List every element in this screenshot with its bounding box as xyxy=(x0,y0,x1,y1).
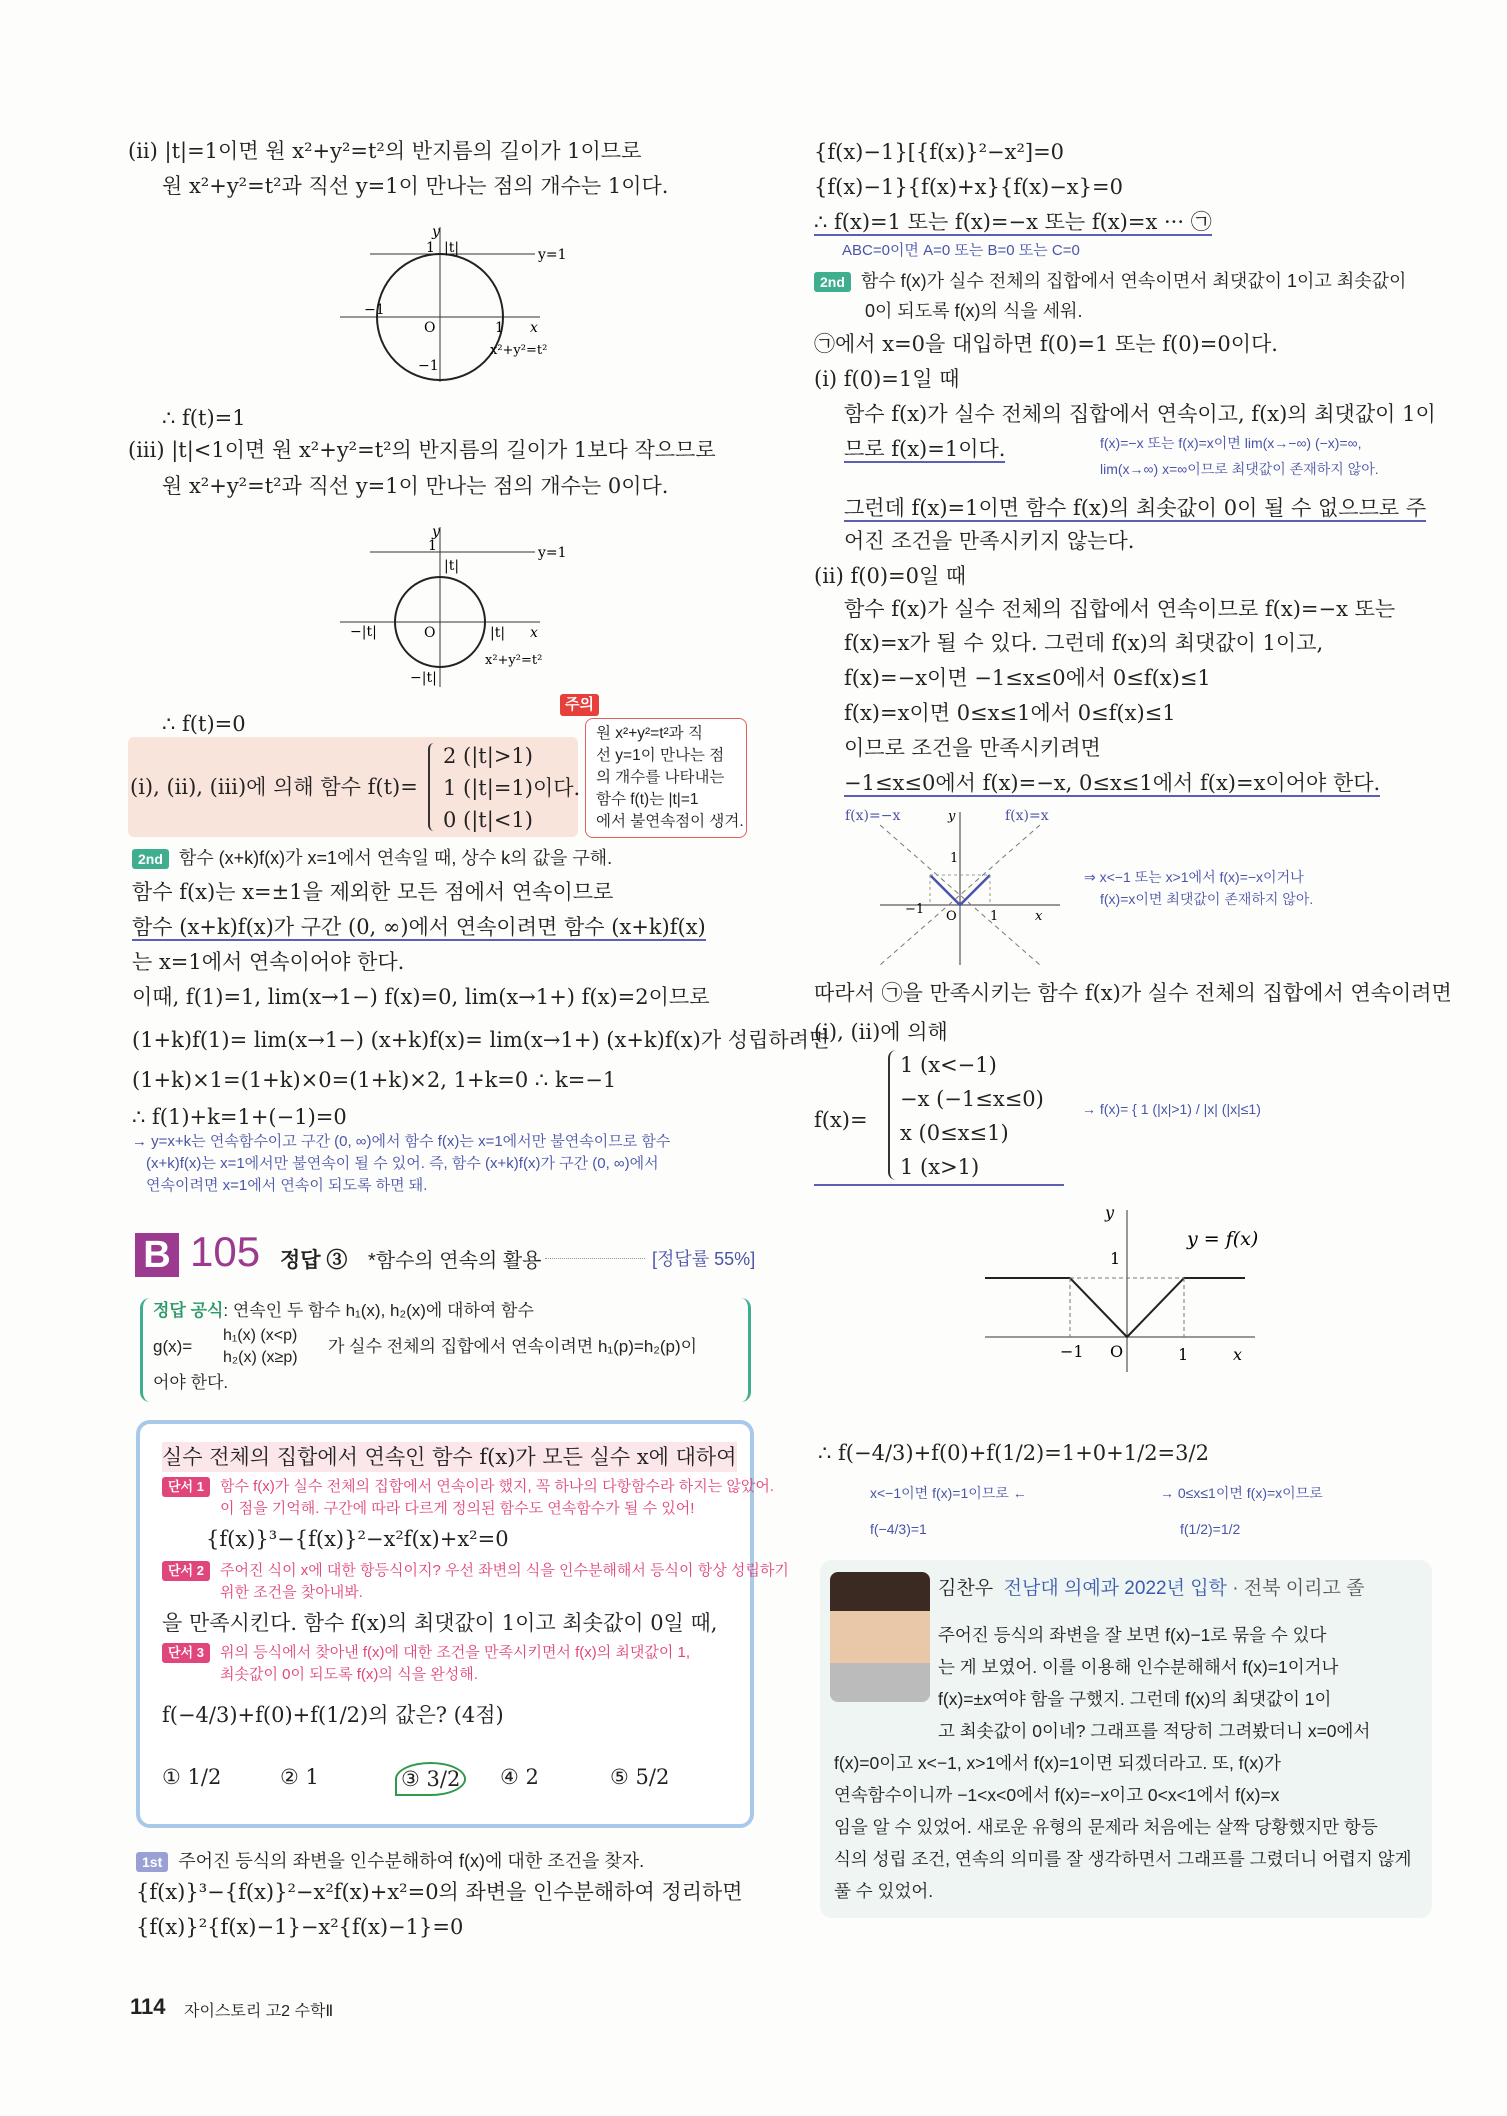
topic-label: *함수의 연속의 활용 xyxy=(368,1250,542,1272)
circle-label: x²+y²=t² xyxy=(485,653,543,668)
tick-label: −1 xyxy=(1060,1342,1084,1361)
step1-heading: 1st 주어진 등식의 좌변을 인수분해하여 f(x)에 대한 조건을 찾자. xyxy=(136,1846,644,1876)
warning-line: 선 y=1이 만나는 점 xyxy=(596,747,725,764)
axis-y-label: y xyxy=(948,809,956,824)
step-title: 함수 (x+k)f(x)가 x=1에서 연속일 때, 상수 k의 값을 구해. xyxy=(178,848,613,868)
side-note: → f(x)= { 1 (|x|>1) / |x| (|x|≤1) xyxy=(1082,1101,1261,1117)
warning-line: 함수 f(t)는 |t|=1 xyxy=(596,791,699,808)
circle-graph-inside xyxy=(340,522,640,692)
step-tag: 2nd xyxy=(132,849,169,869)
tick-label: −1 xyxy=(418,358,439,374)
axis-x-label: x xyxy=(530,320,538,336)
choice-2[interactable]: ② 1 xyxy=(280,1765,319,1789)
summary-box xyxy=(128,737,581,837)
hint1: 단서 1 함수 f(x)가 실수 전체의 집합에서 연속이라 했지, 꼭 하나의 다항함수라 하지는 않았어. xyxy=(162,1476,774,1498)
testimonial-header: 김찬우 전남대 의예과 2022년 입학 · 전북 이리고 졸 xyxy=(938,1578,1365,1599)
solution-line: 따라서 ㉠을 만족시키는 함수 f(x)가 실수 전체의 집합에서 연속이려면 xyxy=(814,981,1452,1005)
piecewise-prefix: f(x)= xyxy=(814,1108,868,1132)
testimonial-line: f(x)=0이고 x<−1, x>1에서 f(x)=1이면 되겠더라고. 또, f(x)가 xyxy=(834,1753,1281,1773)
formula-line2: 가 실수 전체의 집합에서 연속이려면 h₁(p)=h₂(p)이 xyxy=(328,1337,698,1356)
formula-case: h₁(x) (x<p) xyxy=(223,1327,298,1344)
summary-prefix: (i), (ii), (iii)에 의해 함수 f(t)= xyxy=(130,775,418,799)
student-testimonial xyxy=(820,1560,1432,1918)
tick-label: 1 xyxy=(426,240,435,256)
solution-line: f(x)=−x이면 −1≤x≤0에서 0≤f(x)≤1 xyxy=(844,666,1211,690)
origin-label: O xyxy=(1110,1342,1124,1361)
tick-label: −1 xyxy=(364,302,385,318)
solution-line: 이므로 조건을 만족시키려면 xyxy=(844,736,1101,760)
side-note: (x+k)f(x)는 x=1에서만 불연속이 될 수 있어. 즉, 함수 (x+k)f(x)가 구간 (0, ∞)에서 xyxy=(146,1155,659,1172)
problem-text: 을 만족시킨다. 함수 f(x)의 최댓값이 1이고 최솟값이 0일 때, xyxy=(162,1611,718,1635)
axis-x-label: x xyxy=(1035,909,1043,924)
testimonial-line: 식의 성립 조건, 연속의 의미를 잘 생각하면서 그래프를 그렸더니 어렵지 않게 xyxy=(834,1849,1412,1869)
level-badge: B xyxy=(135,1233,179,1277)
solution-line: ∴ f(1)+k=1+(−1)=0 xyxy=(132,1105,347,1129)
formula-case: h₂(x) (x≥p) xyxy=(223,1349,298,1366)
step2-heading xyxy=(132,843,612,873)
line-label: y=1 xyxy=(538,247,567,263)
piecewise-case: 1 (x<−1) xyxy=(900,1053,997,1077)
case-heading: (ii) f(0)=0일 때 xyxy=(814,564,967,588)
warning-label: 주의 xyxy=(560,694,599,716)
solution-line: (1+k)f(1)= lim(x→1−) (x+k)f(x)= lim(x→1+) (x+k)f(x)가 성립하려면 xyxy=(132,1028,830,1052)
testimonial-line: 풀 수 있었어. xyxy=(834,1881,934,1901)
side-note: lim(x→∞) x=∞이므로 최댓값이 존재하지 않아. xyxy=(1100,461,1379,477)
graph-y-equals-f-x xyxy=(965,1200,1275,1375)
tick-label: −1 xyxy=(905,902,925,917)
axis-y-label: y xyxy=(432,524,440,540)
solution-line: 함수 (x+k)f(x)가 구간 (0, ∞)에서 연속이려면 함수 (x+k)f(x) xyxy=(132,915,706,939)
warning-line: 의 개수를 나타내는 xyxy=(596,769,725,786)
hint2: 단서 2 주어진 식이 x에 대한 항등식이지? 우선 좌변의 식을 인수분해해서 등식이 항상 성립하기 xyxy=(162,1560,789,1582)
tick-label: 1 xyxy=(950,851,959,866)
testimonial-line: 는 게 보였어. 이를 이용해 인수분해해서 f(x)=1이거나 xyxy=(938,1657,1339,1677)
hint3: 단서 3 위의 등식에서 찾아낸 f(x)에 대한 조건을 만족시키면서 f(x)의 최댓값이 1, xyxy=(162,1642,690,1664)
solution-line: {f(x)}³−{f(x)}²−x²f(x)+x²=0의 좌변을 인수분해하여 정리하면 xyxy=(136,1880,743,1904)
formula-g: g(x)= xyxy=(153,1337,193,1356)
brace xyxy=(428,743,440,831)
side-note: 연속이려면 x=1에서 연속이 되도록 하면 돼. xyxy=(146,1177,428,1194)
warning-callout xyxy=(585,718,747,838)
case-iii-line2: 원 x²+y²=t²과 직선 y=1이 만나는 점의 개수는 0이다. xyxy=(162,474,669,498)
choice-5[interactable]: ⑤ 5/2 xyxy=(610,1765,670,1789)
piecewise-case: −x (−1≤x≤0) xyxy=(900,1087,1044,1111)
solution-line: f(x)=x가 될 수 있다. 그런데 f(x)의 최댓값이 1이고, xyxy=(844,631,1324,655)
page-number: 114 xyxy=(130,1994,166,2019)
warning-line: 에서 불연속점이 생겨. xyxy=(596,813,744,830)
testimonial-line: f(x)=±x여야 함을 구했지. 그런데 f(x)의 최댓값이 1이 xyxy=(938,1689,1332,1709)
step-title: 0이 되도록 f(x)의 식을 세워. xyxy=(865,301,1083,321)
side-note: ABC=0이면 A=0 또는 B=0 또는 C=0 xyxy=(842,242,1080,259)
axis-y-label: y xyxy=(1105,1203,1115,1222)
case-iii-result: ∴ f(t)=0 xyxy=(162,712,246,736)
final-answer-line: ∴ f(−4/3)+f(0)+f(1/2)=1+0+1/2=3/2 xyxy=(818,1441,1209,1465)
tick-label: 1 xyxy=(990,909,999,924)
solution-line: {f(x)−1}{f(x)+x}{f(x)−x}=0 xyxy=(814,175,1123,199)
problem-text: 실수 전체의 집합에서 연속인 함수 f(x)가 모든 실수 x에 대하여 xyxy=(162,1442,737,1472)
case-ii-result: ∴ f(t)=1 xyxy=(162,406,246,430)
solution-line: 함수 f(x)는 x=±1을 제외한 모든 점에서 연속이므로 xyxy=(132,880,614,904)
solution-line: 함수 f(x)가 실수 전체의 집합에서 연속이고, f(x)의 최댓값이 1이 xyxy=(844,402,1436,426)
axis-x-label: x xyxy=(530,625,538,641)
formula-box xyxy=(140,1298,751,1402)
origin-label: O xyxy=(424,625,436,641)
solution-line: 는 x=1에서 연속이어야 한다. xyxy=(132,950,405,974)
book-title: 자이스토리 고2 수학Ⅱ xyxy=(184,2003,334,2020)
solution-line: ∴ f(x)=1 또는 f(x)=−x 또는 f(x)=x ··· ㉠ xyxy=(814,210,1212,234)
tick-label: −|t| xyxy=(350,624,377,640)
correct-rate: [정답률 55%] xyxy=(652,1249,756,1269)
solution-line: 므로 f(x)=1이다. xyxy=(844,437,1006,461)
problem-box xyxy=(136,1420,789,1828)
piecewise-case: 1 (x>1) xyxy=(900,1155,980,1179)
solution-line: 이때, f(1)=1, lim(x→1−) f(x)=0, lim(x→1+) f(x)=2이므로 xyxy=(132,985,710,1009)
summary-case: 2 (|t|>1) xyxy=(443,744,533,768)
summary-case: 0 (|t|<1) xyxy=(443,808,533,832)
tick-label: 1 xyxy=(428,538,437,554)
problem-number: 105 xyxy=(190,1228,261,1275)
tick-label: 1 xyxy=(1178,1345,1189,1364)
hint3-line2: 최솟값이 0이 되도록 f(x)의 식을 완성해. xyxy=(220,1666,478,1683)
problem-question: f(−4/3)+f(0)+f(1/2)의 값은? (4점) xyxy=(162,1703,504,1727)
underline xyxy=(814,1184,1064,1186)
axis-x-label: x xyxy=(1233,1345,1243,1364)
case-ii-line1: (ii) |t|=1이면 원 x²+y²=t²의 반지름의 길이가 1이므로 xyxy=(128,139,642,163)
testimonial-line: 임을 알 수 있었어. 새로운 유형의 문제라 처음에는 살짝 당황했지만 항등 xyxy=(834,1817,1378,1837)
line-label: f(x)=−x xyxy=(845,808,901,824)
formula-line1: 정답 공식: 연속인 두 함수 h₁(x), h₂(x)에 대하여 함수 xyxy=(153,1301,534,1320)
solution-line: ㉠에서 x=0을 대입하면 f(0)=1 또는 f(0)=0이다. xyxy=(814,332,1278,356)
testimonial-line: 고 최솟값이 0이네? 그래프를 적당히 그려봤더니 x=0에서 xyxy=(938,1721,1371,1741)
circle-graph-tangent xyxy=(340,222,640,387)
line-label: f(x)=x xyxy=(1005,808,1049,824)
testimonial-line: 주어진 등식의 좌변을 잘 보면 f(x)−1로 묶을 수 있다 xyxy=(938,1625,1327,1645)
hint2-line2: 위한 조건을 찾아내봐. xyxy=(220,1584,363,1601)
origin-label: O xyxy=(946,909,957,924)
tick-label: |t| xyxy=(490,625,506,641)
circle-label: x²+y²=t² xyxy=(490,343,548,358)
side-note: → y=x+k는 연속함수이고 구간 (0, ∞)에서 함수 f(x)는 x=1에서만 불연속이므로 함수 xyxy=(132,1133,671,1150)
choice-4[interactable]: ④ 2 xyxy=(500,1765,539,1789)
case-iii-line1: (iii) |t|<1이면 원 x²+y²=t²의 반지름의 길이가 1보다 작으므로 xyxy=(128,438,716,462)
side-note: f(−4/3)=1 xyxy=(870,1521,927,1537)
tick-label: 1 xyxy=(495,320,504,336)
solution-line: (1+k)×1=(1+k)×0=(1+k)×2, 1+k=0 ∴ k=−1 xyxy=(132,1068,617,1092)
warning-line: 원 x²+y²=t²과 직 xyxy=(596,725,703,742)
origin-label: O xyxy=(424,320,436,336)
student-photo xyxy=(830,1572,930,1702)
side-note: f(1/2)=1/2 xyxy=(1180,1521,1241,1537)
solution-line: 그런데 f(x)=1이면 함수 f(x)의 최솟값이 0이 될 수 없으므로 주 xyxy=(844,496,1427,520)
tick-label: 1 xyxy=(1110,1249,1121,1268)
hint1-line2: 이 점을 기억해. 구간에 따라 다르게 정의된 함수도 연속함수가 될 수 있어! xyxy=(220,1500,695,1517)
side-note: ⇒ x<−1 또는 x>1에서 f(x)=−x이거나 xyxy=(1084,869,1304,885)
solution-line: 어진 조건을 만족시키지 않는다. xyxy=(844,529,1135,553)
graph-title: y = f(x) xyxy=(1187,1228,1259,1250)
piecewise-case: x (0≤x≤1) xyxy=(900,1121,1009,1145)
step2-heading-right: 2nd 함수 f(x)가 실수 전체의 집합에서 연속이면서 최댓값이 1이고 최솟값이 xyxy=(814,266,1406,296)
choice-3-selected[interactable]: ③ 3/2 xyxy=(395,1762,466,1796)
side-note: f(x)=−x 또는 f(x)=x이면 lim(x→−∞) (−x)=∞, xyxy=(1100,435,1362,451)
side-note: x<−1이면 f(x)=1이므로 ← xyxy=(870,1485,1027,1501)
tick-label: −|t| xyxy=(410,670,437,686)
testimonial-line: 연속함수이니까 −1<x<0에서 f(x)=−x이고 0<x<1에서 f(x)=x xyxy=(834,1785,1280,1805)
line-label: y=1 xyxy=(538,545,567,561)
abs-graph-sketch xyxy=(840,800,1100,965)
formula-line3: 어야 한다. xyxy=(153,1373,229,1392)
solution-line: (i), (ii)에 의해 xyxy=(814,1020,948,1044)
solution-line: 함수 f(x)가 실수 전체의 집합에서 연속이므로 f(x)=−x 또는 xyxy=(844,597,1396,621)
summary-case: 1 (|t|=1)이다. xyxy=(443,776,581,800)
tick-label: |t| xyxy=(444,558,460,574)
choice-1[interactable]: ① 1/2 xyxy=(162,1765,222,1789)
dotted-leader xyxy=(545,1258,645,1259)
side-note: f(x)=x이면 최댓값이 존재하지 않아. xyxy=(1100,891,1314,907)
side-note: → 0≤x≤1이면 f(x)=x이므로 xyxy=(1160,1485,1323,1501)
axis-y-label: y xyxy=(432,224,440,240)
answer-label: 정답 ③ xyxy=(280,1249,348,1272)
solution-line: {f(x)}²{f(x)−1}−x²{f(x)−1}=0 xyxy=(136,1915,464,1939)
solution-line: f(x)=x이면 0≤x≤1에서 0≤f(x)≤1 xyxy=(844,701,1176,725)
case-ii-line2: 원 x²+y²=t²과 직선 y=1이 만나는 점의 개수는 1이다. xyxy=(162,174,669,198)
problem-equation: {f(x)}³−{f(x)}²−x²f(x)+x²=0 xyxy=(206,1527,509,1551)
tick-label: |t| xyxy=(444,240,460,256)
solution-line: −1≤x≤0에서 f(x)=−x, 0≤x≤1에서 f(x)=x이어야 한다. xyxy=(844,771,1381,795)
case-heading: (i) f(0)=1일 때 xyxy=(814,367,960,391)
solution-line: {f(x)−1}[{f(x)}²−x²]=0 xyxy=(814,140,1065,164)
